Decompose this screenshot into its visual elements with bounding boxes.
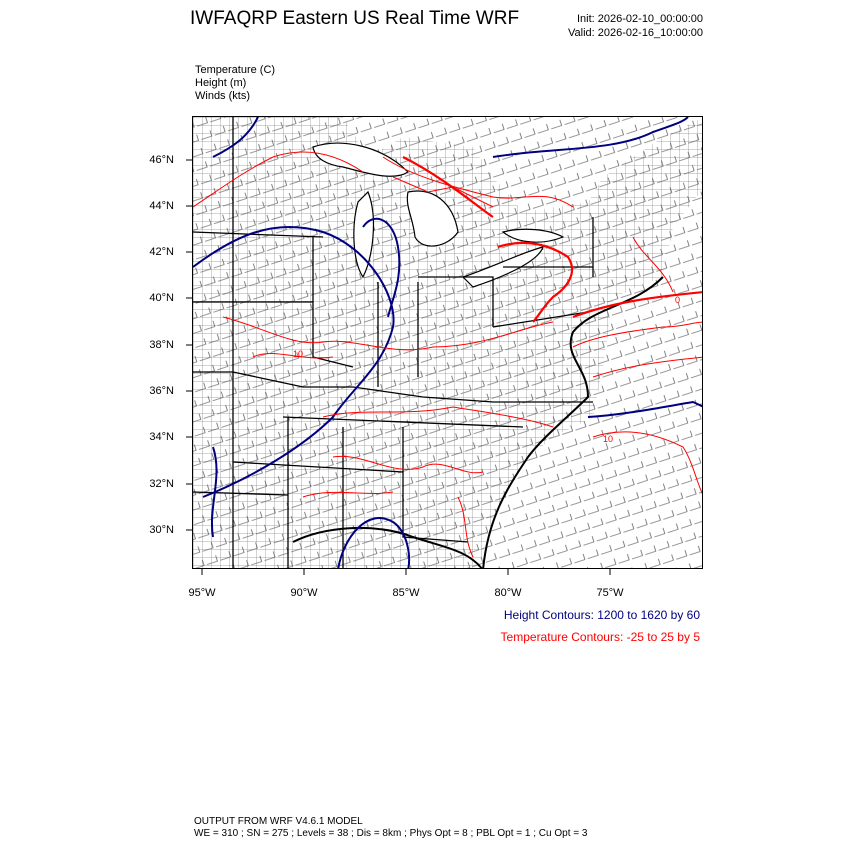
valid-time: Valid: 2026-02-16_10:00:00 xyxy=(568,27,703,39)
lon-label-80: 80°W xyxy=(494,587,522,599)
lat-label-40: 40°N xyxy=(149,292,174,304)
lon-label-75: 75°W xyxy=(596,587,624,599)
lat-label-34: 34°N xyxy=(149,431,174,443)
field-winds: Winds (kts) xyxy=(195,90,250,102)
lon-label-90: 90°W xyxy=(290,587,318,599)
field-height: Height (m) xyxy=(195,77,247,89)
lon-label-95: 95°W xyxy=(188,587,216,599)
temp-label-10b: 10 xyxy=(603,434,614,444)
model-info: OUTPUT FROM WRF V4.6.1 MODEL xyxy=(194,816,363,827)
chart-title: IWFAQRP Eastern US Real Time WRF xyxy=(190,8,520,29)
init-time: Init: 2026-02-10_00:00:00 xyxy=(577,13,703,25)
lat-label-38: 38°N xyxy=(149,339,174,351)
map-canvas xyxy=(193,117,703,569)
lat-label-36: 36°N xyxy=(149,385,174,397)
temp-label-10: 10 xyxy=(293,349,304,359)
temp-label-0: 0 xyxy=(675,295,681,305)
map-panel xyxy=(192,116,703,569)
lon-label-85: 85°W xyxy=(392,587,420,599)
model-settings: WE = 310 ; SN = 275 ; Levels = 38 ; Dis = 8km ; Phys Opt = 8 ; PBL Opt = 1 ; Cu Opt = 3 xyxy=(194,828,588,839)
lat-label-42: 42°N xyxy=(149,246,174,258)
temperature-legend: Temperature Contours: -25 to 25 by 5 xyxy=(500,630,700,644)
lat-label-44: 44°N xyxy=(149,200,174,212)
lat-label-32: 32°N xyxy=(149,478,174,490)
lat-label-46: 46°N xyxy=(149,154,174,166)
lat-label-30: 30°N xyxy=(149,524,174,536)
height-legend: Height Contours: 1200 to 1620 by 60 xyxy=(503,608,700,622)
field-temperature: Temperature (C) xyxy=(195,64,276,76)
